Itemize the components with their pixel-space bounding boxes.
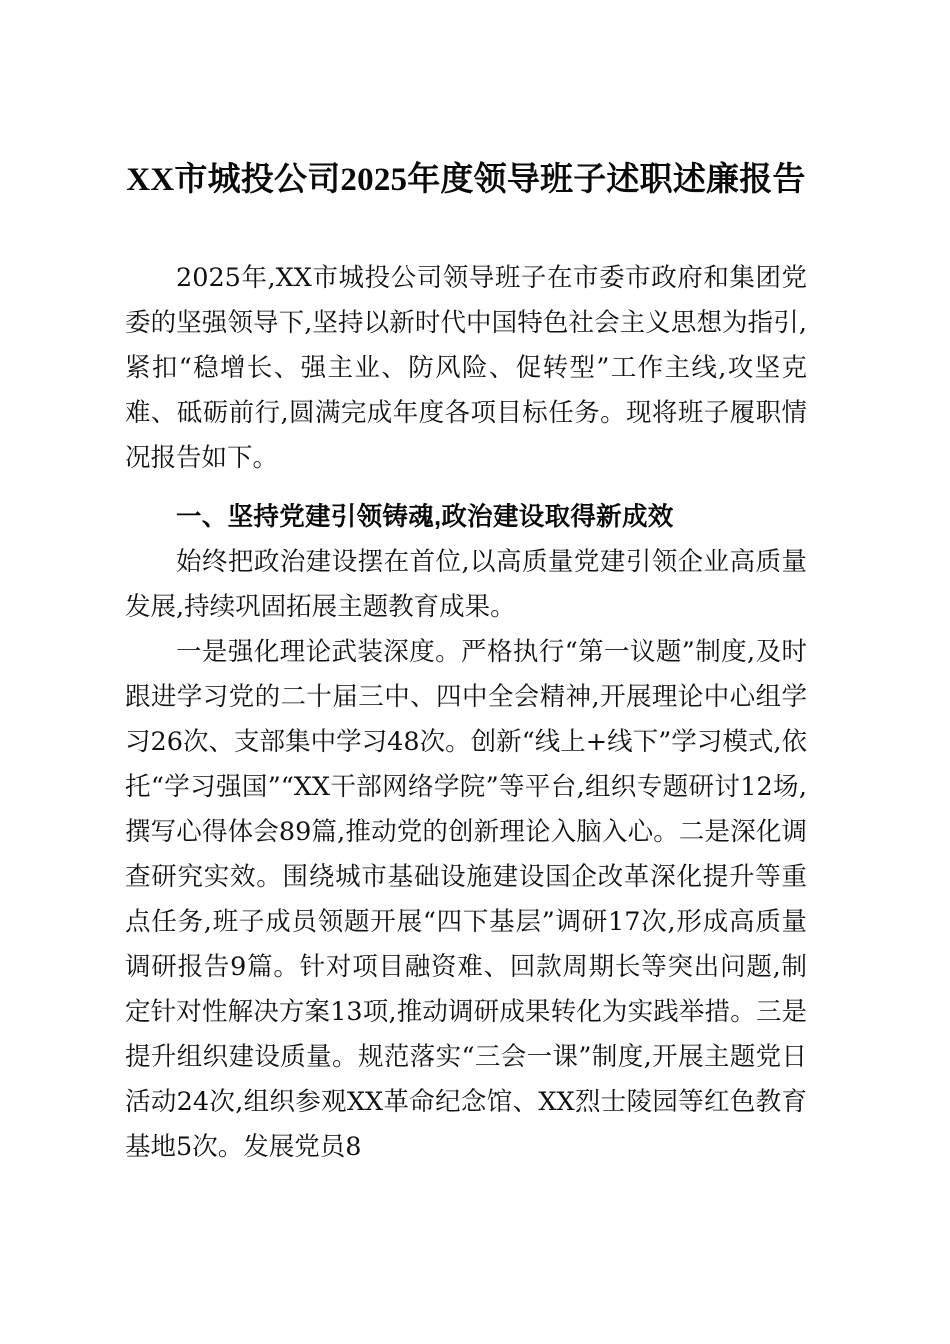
document-content	[125, 0, 807, 1170]
section-heading-one: 一、坚持党建引领铸魂,政治建设取得新成效	[176, 503, 674, 531]
document-title: XX市城投公司2025年度领导班子述职述廉报告	[126, 162, 806, 198]
paragraph-intro: 2025年,XX市城投公司领导班子在市委市政府和集团党委的坚强领导下,坚持以新时代中国特色社会主义思想为指引,紧扣“稳增长、强主业、防风险、促转型”工作主线,攻坚克难、砥砺前行,圆满完成年度各项目标任务。现将班子履职情况报告如下。	[125, 263, 807, 473]
paragraph-section-one-lead: 始终把政治建设摆在首位,以高质量党建引领企业高质量发展,持续巩固拓展主题教育成果。	[125, 547, 807, 622]
paragraph-section-one-body: 一是强化理论武装深度。严格执行“第一议题”制度,及时跟进学习党的二十届三中、四中全会精神,开展理论中心组学习26次、支部集中学习48次。创新“线上+线下”学习模式,依托“学习强国”“XX干部网络学院”等平台,组织专题研讨12场,撰写心得体会89篇,推动党的创新理论入脑入心。二是深化调查研究实效。围绕城市基础设施建设国企改革深化提升等重点任务,班子成员领题开展“四下基层”调研17次,形成高质量调研报告9篇。针对项目融资难、回款周期长等突出问题,制定针对性解决方案13项,推动调研成果转化为实践举措。三是提升组织建设质量。规范落实“三会一课”制度,开展主题党日活动24次,组织参观XX革命纪念馆、XX烈士陵园等红色教育基地5次。发展党员8	[125, 637, 807, 1162]
